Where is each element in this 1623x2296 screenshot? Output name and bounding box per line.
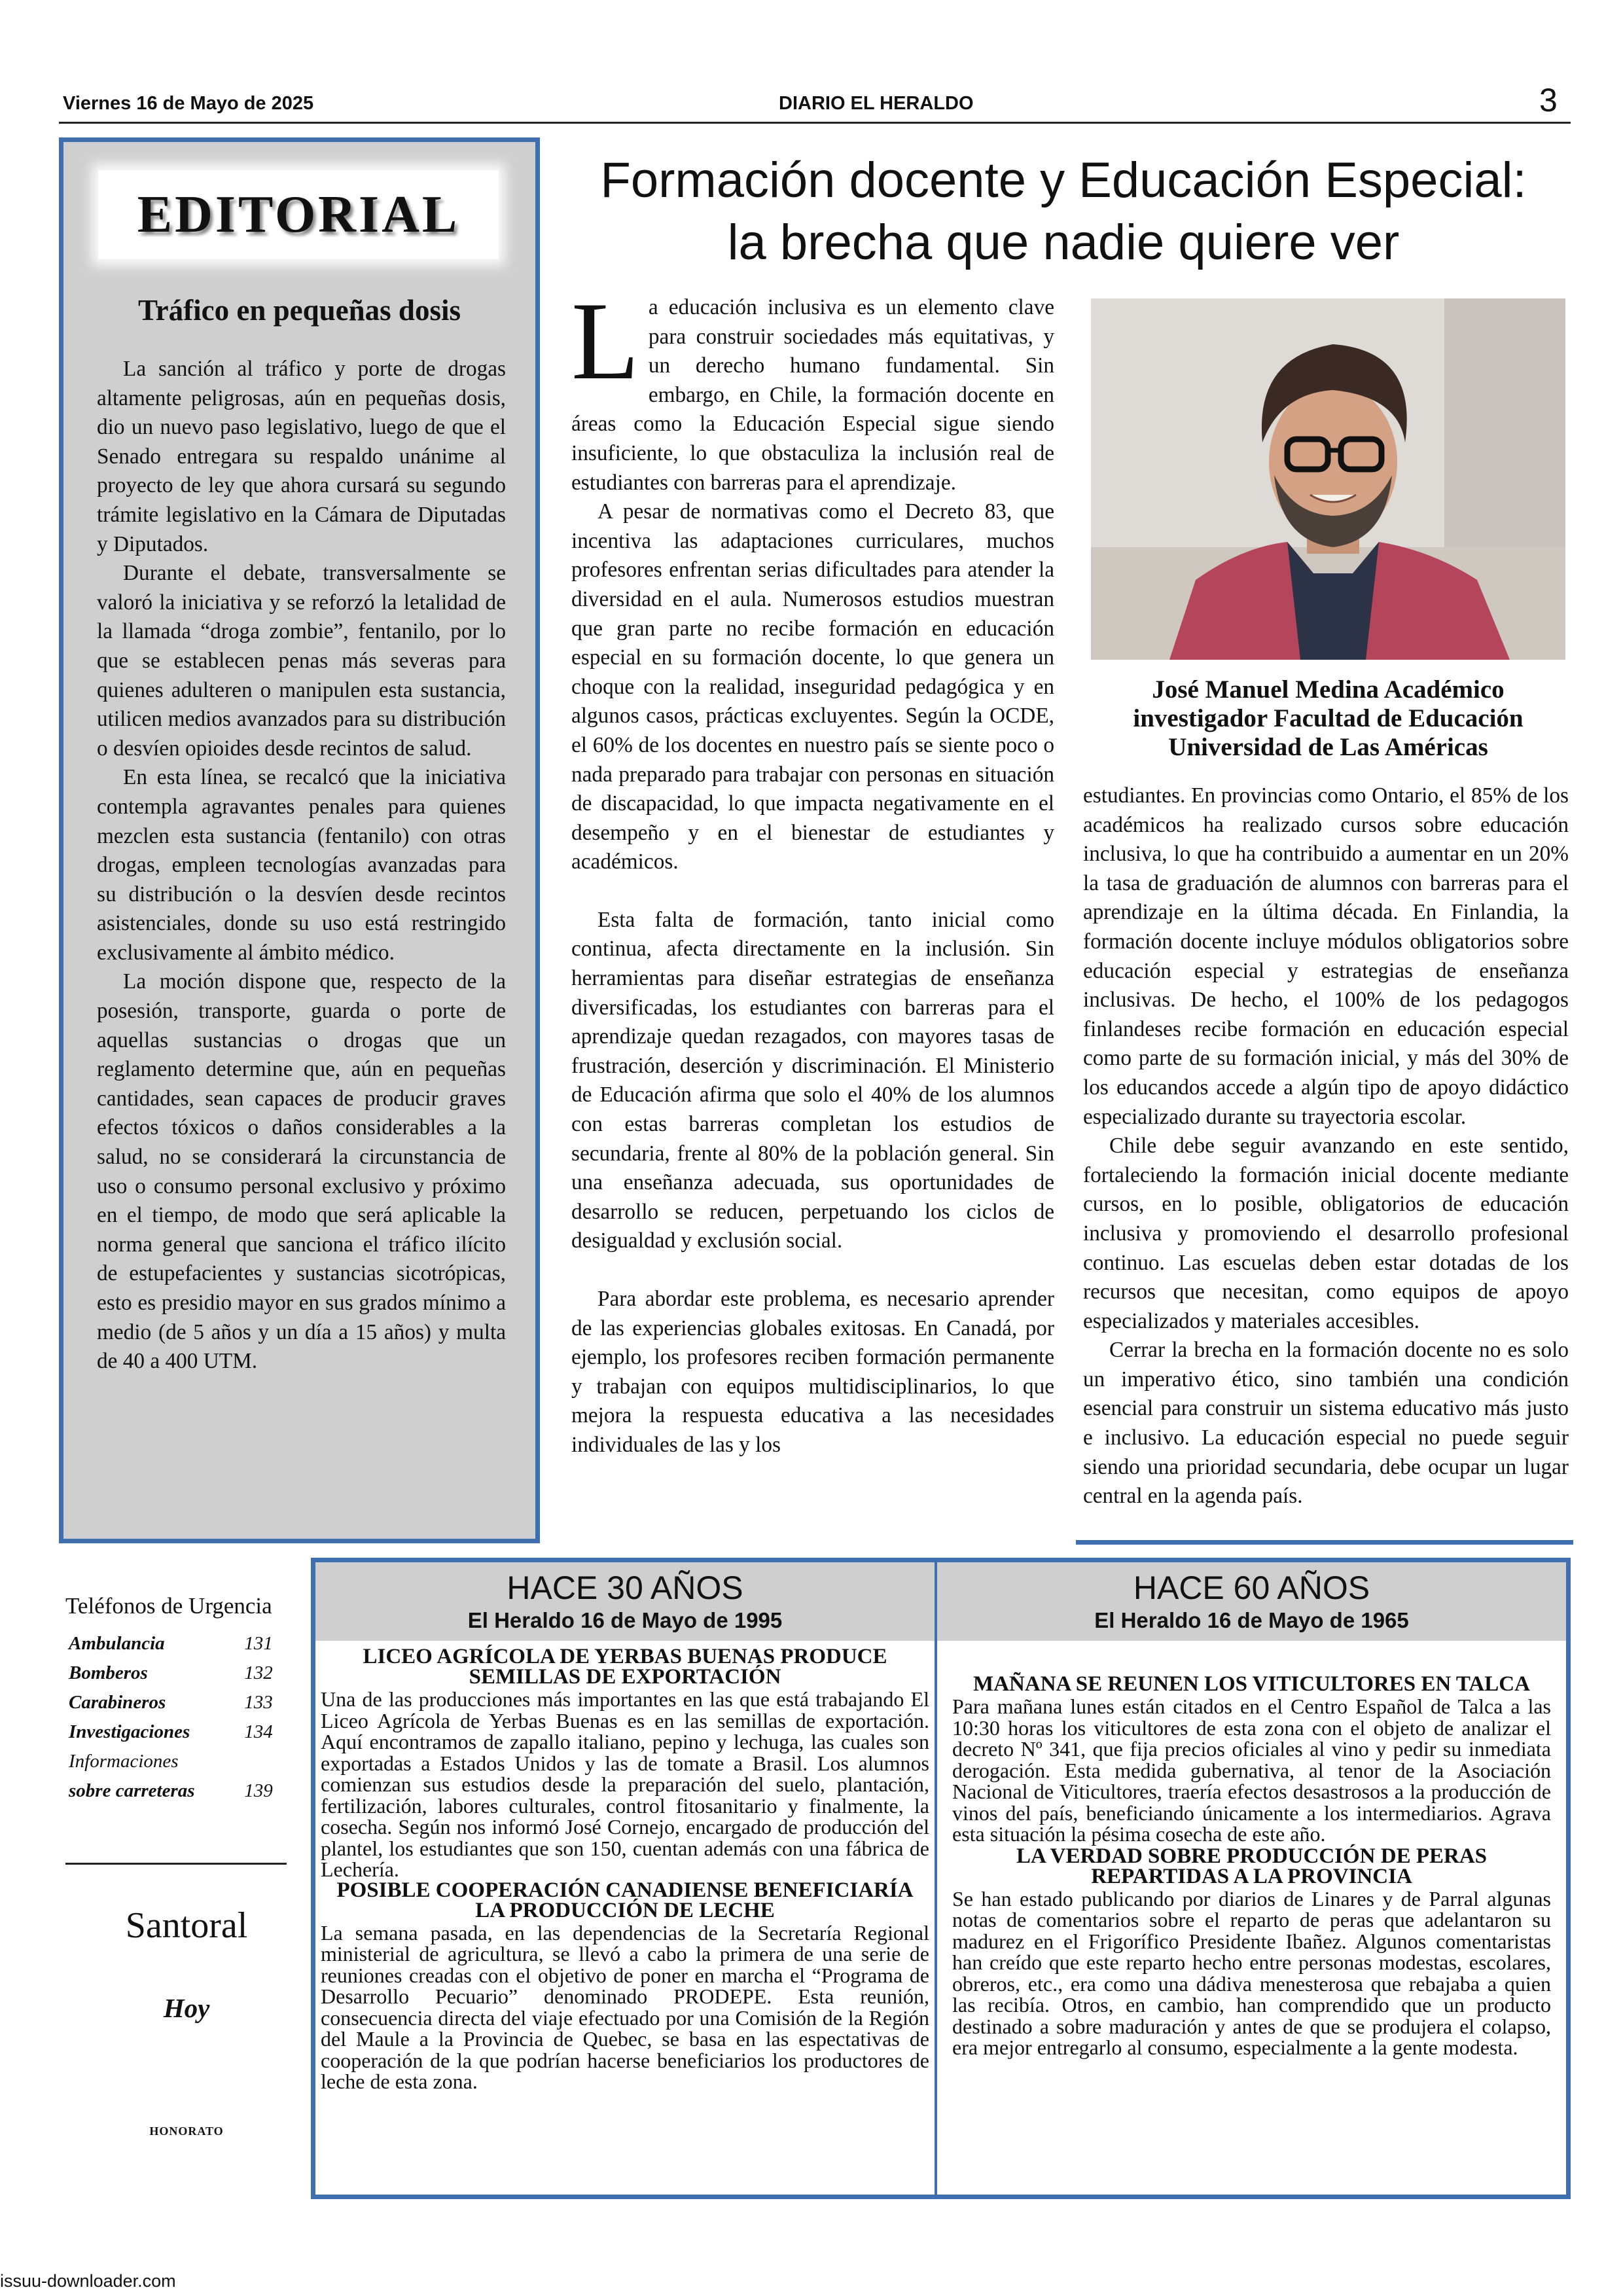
article-paragraph: Para abordar este problema, es necesario aprender de las experiencias globales exitosas. En Canadá, por ejemplo, los profesores reciben formación permanente y trabajan con equipos multidisciplinarios, lo que mejora la respuesta educativa a las necesidades individuales de las y los [571,1287,1054,1457]
article-bottom-rule [1076,1540,1573,1545]
author-photo [1091,298,1565,660]
phone-row [69,1692,285,1721]
article-title-line2: la brecha que nadie quiere ver [727,215,1400,270]
hace-30-header [315,1562,935,1641]
phone-service: Carabineros [69,1692,166,1713]
editorial-paragraph: La moción dispone que, respecto de la posesión, transporte, guarda o porte de aquellas sustancias o drogas que un reglamento determine que, aún en pequeñas cantidades, sean capaces de producir graves efectos tóxicos o daños considerables a la salud, no se considerará la circunstancia de uso o consumo personal exclusivo y próximo en el tiempo, de modo que será aplicable la norma general que sanciona el tráfico ilícito de estupefacientes y sustancias sicotrópicas, esto es presidio mayor en sus grados mínimo a medio (de 5 años y un día a 15 años) y multa de 40 a 400 UTM. [97,969,506,1374]
article-title-line1: Formación docente y Educación Especial: [600,152,1527,208]
phone-service: Investigaciones [69,1721,190,1742]
phone-row [69,1751,285,1780]
editorial-paragraph: La sanción al tráfico y porte de drogas altamente peligrosas, aún en pequeñas dosis, dio un nuevo paso legislativo, luego de que el Senado entregara su respaldo unánime al proyecto de ley que ahora cursará su segundo trámite legislativo en la Cámara de Diputadas y Diputados. [97,357,506,556]
phone-row [69,1633,285,1662]
hace-30-date: El Heraldo 16 de Mayo de 1995 [467,1608,783,1632]
emergency-phones-table [69,1633,285,1810]
article-title [569,149,1558,274]
article-paragraph: estudiantes. En provincias como Ontario, el 85% de los académicos ha realizado cursos sobre educación inclusiva, lo que ha contribuido a aumentar en un 20% la tasa de graduación de alumnos con barreras para el aprendizaje en la última década. En Finlandia, la formación docente incluye módulos obligatorios sobre educación especial y estrategias de enseñanza inclusivas. De hecho, el 100% de los pedagogos finlandeses recibe formación en educación especial como parte de su formación inicial, y más del 30% de los educandos accede a algún tipo de apoyo didáctico especializado durante su trayectoria escolar. [1083,783,1569,1129]
newspaper-name: DIARIO EL HERALDO [779,93,974,114]
history-divider [935,1562,937,2195]
emergency-phones-title: Teléfonos de Urgencia [65,1593,272,1619]
hace-60-header [937,1562,1566,1641]
header-rule [59,122,1571,124]
article-paragraph: Chile debe seguir avanzando en este sentido, fortaleciendo la formación inicial docente mediante cursos, en lo posible, obligatorios de educación inclusiva y promoviendo el desarrollo profesional continuo. Las escuelas deben estar dotadas de los recursos que necesitan, como equipos de apoyo especializados y materiales accesibles. [1083,1134,1569,1333]
santoral-name: HONORATO [149,2125,224,2138]
phone-service: Bomberos [69,1662,148,1683]
history-headline: POSIBLE COOPERACIÓN CANADIENSE BENEFICIARÍA LA PRODUCCIÓN DE LECHE [336,1878,914,1922]
phone-number: 131 [244,1633,273,1654]
santoral-hoy: Hoy [163,1993,210,2023]
sidebar-rule [65,1863,287,1865]
phone-row [69,1662,285,1692]
phone-number: 139 [244,1780,273,1801]
article-column-2 [1083,781,1569,1511]
editorial-body [97,355,506,1376]
editorial-banner [98,170,499,259]
header-date: Viernes 16 de Mayo de 2025 [63,93,314,114]
phone-row [69,1721,285,1751]
history-headline: LA VERDAD SOBRE PRODUCCIÓN DE PERAS REPARTIDAS A LA PROVINCIA [1016,1844,1488,1888]
history-headline: MAÑANA SE REUNEN LOS VITICULTORES EN TALCA [973,1672,1530,1696]
article-lead-text: a educación inclusiva es un elemento clave para construir sociedades más equitativas, y un derecho humano fundamental. Sin embargo, en Chile, la formación docente en áreas como la Educación Especial sigue siendo insuficiente, lo que obstaculiza la inclusión real de estudiantes con barreras para el aprendizaje. [571,295,1054,495]
article-paragraph: Cerrar la brecha en la formación docente no es solo un imperativo ético, sino también una condición esencial para construir un sistema educativo más justo e inclusivo. La educación especial no puede seguir siendo una prioridad secundaria, debe ocupar un lugar central en la agenda país. [1083,1338,1569,1509]
page-number: 3 [1539,82,1558,118]
hace-60-column [952,1674,1551,2058]
phone-number: 134 [244,1721,273,1742]
article-paragraph: Esta falta de formación, tanto inicial como continua, afecta directamente en la inclusión. Sin herramientas para diseñar estrategias de enseñanza diversificadas, los estudiantes con barreras para el aprendizaje quedan rezagados, con mayores tasas de frustración, deserción y discriminación. El Ministerio de Educación afirma que solo el 40% de los alumnos con estas barreras completan los estudios de secundaria, frente al 80% de la población general. Sin una enseñanza adecuada, sus oportunidades de desarrollo se reducen, perpetuando los ciclos de desigualdad y exclusión social. [571,907,1054,1253]
editorial-banner-text: EDITORIAL [137,186,460,243]
editorial-paragraph: Durante el debate, transversalmente se valoró la iniciativa y se reforzó la letalidad de la llamada “droga zombie”, fentanilo, por lo que se establecen penas más severas para quienes adulteren o manipulen esta sustancia, utilicen medios avanzados para su distribución o desvíen opioides desde recintos de salud. [97,561,506,761]
drop-cap: L [571,279,639,403]
phone-row [69,1780,285,1810]
history-body: Se han estado publicando por diarios de Linares y de Parral algunas notas de comentarios sobre el reparto de peras que adelantaron su madurez en el Frigorífico Presidente Ibañez. Algunos comentaristas han creído que este reparto hecho entre personas modestas, escolares, obreros, etc., era como una dádiva menesterosa que rebajaba a quien las recibía. Otros, en cambio, han comprendido que un producto destinado a sobre maduración y antes de que se produjera el colapso, era mejor entregarlo al consumo, especialmente a la gente modesta. [952,1886,1551,2059]
photo-caption: José Manuel Medina Académico investigador Facultad de Educación Universidad de Las Américas [1133,675,1524,761]
author-portrait-illustration [1091,298,1565,660]
phone-number: 132 [244,1662,273,1683]
hace-30-column [321,1647,929,2092]
history-headline: LICEO AGRÍCOLA DE YERBAS BUENAS PRODUCE SEMILLAS DE EXPORTACIÓN [363,1645,887,1689]
phone-service: Ambulancia [69,1633,165,1654]
article-paragraph [571,279,1054,497]
history-body: Para mañana lunes están citados en el Centro Español de Talca a las 10:30 horas los viticultores de esta zona con el objeto de analizar el decreto Nº 341, que fija precios oficiales al vino y pedir su inmediata derogación. Esta medida gubernativa, al tenor de la Asociación Nacional de Viticultores, traería efectos desastrosos a la producción de vinos del país, beneficiando únicamente a los intermediarios. Agrava esta situación la pésima cosecha de este año. [952,1695,1551,1846]
history-body: La semana pasada, en las dependencias de la Secretaría Regional ministerial de agricultura, se llevó a cabo la primera de una serie de reuniones creadas con el objetivo de poner en marcha el “Programa de Desarrollo Pecuario” denominado PRODEPE. Esta reunión, consecuencia directa del viaje efectuado por una Comisión de la Región del Maule a la Provincia de Quebec, se basa en las espectativas de cooperación de la que podrían hacerse beneficiarios los productores de leche de esta zona. [321,1920,929,2093]
phone-number: 133 [244,1692,273,1713]
santoral-title: Santoral [125,1905,248,1946]
source-watermark: issuu-downloader.com [0,2271,176,2291]
hace-60-date: El Heraldo 16 de Mayo de 1965 [1094,1608,1409,1632]
hace-30-heading: HACE 30 AÑOS [507,1570,743,1606]
phone-service: sobre carreteras [69,1780,195,1801]
editorial-paragraph: En esta línea, se recalcó que la iniciativa contempla agravantes penales para quienes mezclen esta sustancia (fentanilo) con otras drogas, empleen tecnologías avanzadas para su distribución o la desvíen desde recintos asistenciales, donde su uso está restringido exclusivamente al ámbito médico. [97,765,506,965]
history-body: Una de las producciones más importantes en las que está trabajando El Liceo Agrícola de Yerbas Buenas es en las semillas de exportación. Aquí encontramos de zapallo italiano, pepino y lechuga, las cuales son exportadas a Estados Unidos y las de tomate a Brasil. Los alumnos comienzan sus estudios desde la preparación del suelo, plantación, fertilización, labores culturales, control fitosanitario y finalmente, la cosecha. Según nos informó José Cornejo, encargado de producción del plantel, los estudiantes que son 150, cuentan además con una fábrica de Lechería. [321,1687,929,1881]
editorial-title: Tráfico en pequeñas dosis [138,294,461,327]
phone-service-info: Informaciones [69,1751,179,1772]
article-paragraph: A pesar de normativas como el Decreto 83, que incentiva las adaptaciones curriculares, muchos profesores enfrentan serias dificultades para atender la diversidad en el aula. Numerosos estudios muestran que gran parte no recibe formación en educación especial en su formación docente, lo que genera un choque con la realidad, inseguridad pedagógica y en algunos casos, prácticas excluyentes. Según la OCDE, el 60% de los docentes en nuestro país se siente poco o nada preparado para trabajar con personas en situación de discapacidad, lo que impacta negativamente en el desempeño y en el bienestar de estudiantes y académicos. [571,499,1054,874]
article-column-1 [571,279,1054,1460]
hace-60-heading: HACE 60 AÑOS [1133,1570,1370,1606]
